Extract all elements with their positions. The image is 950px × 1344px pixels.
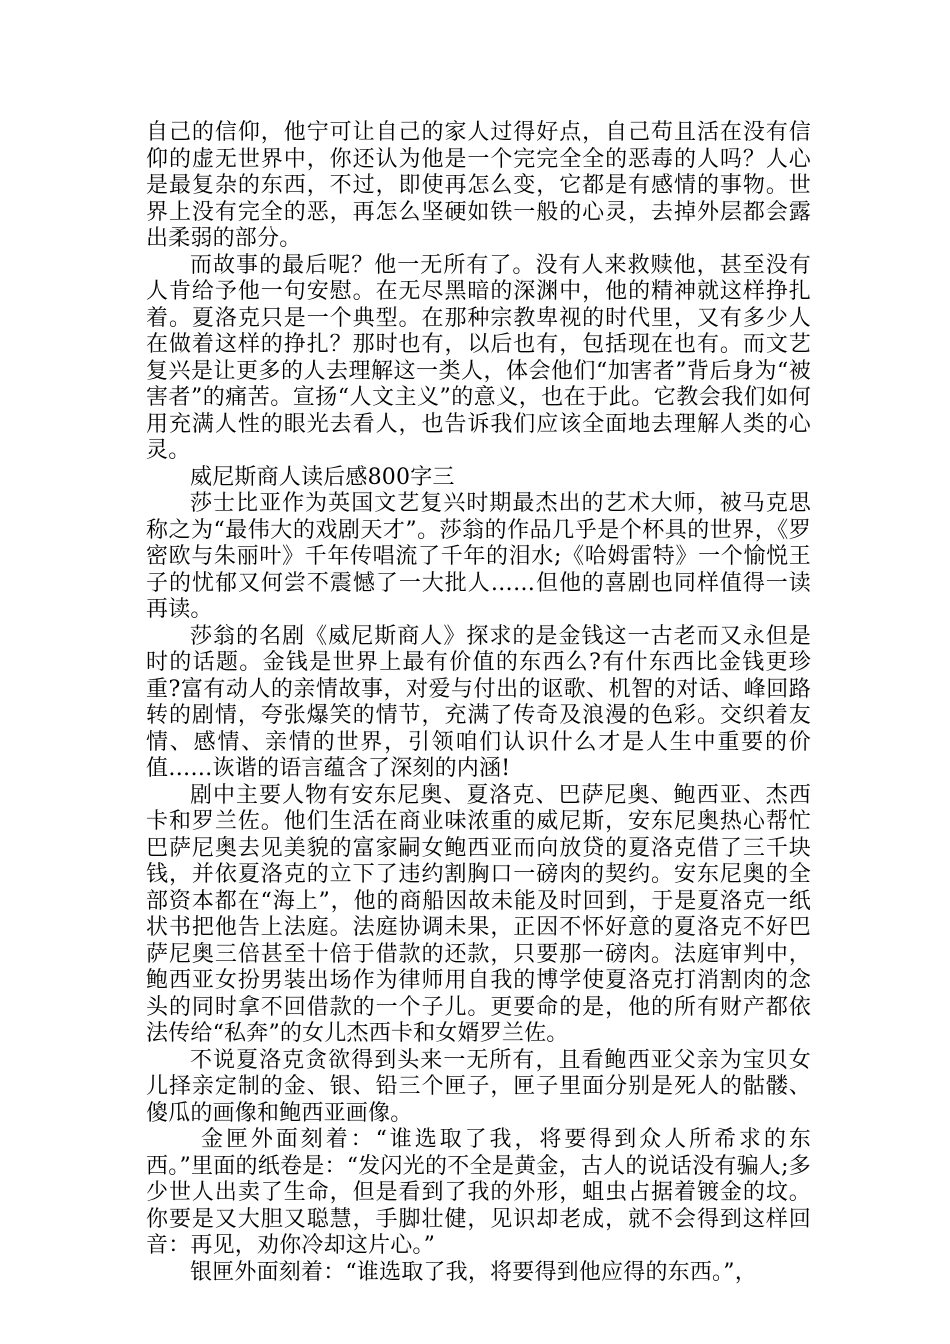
section-heading: 威尼斯商人读后感800字三: [190, 464, 455, 490]
paragraph-gold-casket: 金匣外面刻着：“谁选取了我，将要得到众人所希求的东西。”里面的纸卷是：“发闪光的不全是黄金，古人的说话没有骗人;多少世人出卖了生命，但是看到了我的外形，蛆虫占据着镀金的坟。你要是又大胆又聪慧，手脚壮健，见识却老成，就不会得到这样回音：再见，劝你冷却这片心。”: [146, 1127, 811, 1258]
paragraph-shakespeare-intro: 莎士比亚作为英国文艺复兴时期最杰出的艺术大师，被马克思称之为“最伟大的戏剧天才”。莎翁的作品几乎是个杯具的世界，《罗密欧与朱丽叶》千年传唱流了千年的泪水;《哈姆雷特》一个愉悦王子的忧郁又何尝不震憾了一大批人……但他的喜剧也同样值得一读再读。: [146, 491, 811, 622]
paragraph-three-caskets: 不说夏洛克贪欲得到头来一无所有，且看鲍西亚父亲为宝贝女儿择亲定制的金、银、铅三个匣子，匣子里面分别是死人的骷髅、傻瓜的画像和鲍西亚画像。: [146, 1047, 811, 1126]
paragraph-story-ending: 而故事的最后呢？他一无所有了。没有人来救赎他，甚至没有人肯给予他一句安慰。在无尽黑暗的深渊中，他的精神就这样挣扎着。夏洛克只是一个典型。在那种宗教卑视的时代里，又有多少人在做着这样的挣扎？那时也有，以后也有，包括现在也有。而文艺复兴是让更多的人去理解这一类人，体会他们“加害者”背后身为“被害者”的痛苦。宣扬“人文主义”的意义，也在于此。它教会我们如何用充满人性的眼光去看人，也告诉我们应该全面地去理解人类的心灵。: [146, 252, 811, 463]
document-body: [146, 120, 811, 1286]
paragraph-money-theme: 莎翁的名剧《威尼斯商人》探求的是金钱这一古老而又永但是时的话题。金钱是世界上最有价值的东西么?有什东西比金钱更珍重?富有动人的亲情故事，对爱与付出的讴歌、机智的对话、峰回路转的剧情，夸张爆笑的情节，充满了传奇及浪漫的色彩。交织着友情、感情、亲情的世界，引领咱们认识什么才是人生中重要的价值……诙谐的语言蕴含了深刻的内涵!: [146, 623, 811, 781]
paragraph-continuation: 自己的信仰，他宁可让自己的家人过得好点，自己苟且活在没有信仰的虚无世界中，你还认为他是一个完完全全的恶毒的人吗？人心是最复杂的东西，不过，即使再怎么变，它都是有感情的事物。世界上没有完全的恶，再怎么坚硬如铁一般的心灵，去掉外层都会露出柔弱的部分。: [146, 120, 811, 251]
paragraph-silver-casket: 银匣外面刻着：“谁选取了我，将要得到他应得的东西。”，: [190, 1259, 757, 1285]
paragraph-plot-summary: 剧中主要人物有安东尼奥、夏洛克、巴萨尼奥、鲍西亚、杰西卡和罗兰佐。他们生活在商业味浓重的威尼斯，安东尼奥热心帮忙巴萨尼奥去见美貌的富家嗣女鲍西亚而向放贷的夏洛克借了三千块钱，并依夏洛克的立下了违约割胸口一磅肉的契约。安东尼奥的全部资本都在“海上”，他的商船因故未能及时回到，于是夏洛克一纸状书把他告上法庭。法庭协调未果，正因不怀好意的夏洛克不好巴萨尼奥三倍甚至十倍于借款的还款，只要那一磅肉。法庭审判中，鲍西亚女扮男装出场作为律师用自我的博学使夏洛克打消割肉的念头的同时拿不回借款的一个子儿。更要命的是，他的所有财产都依法传给“私奔”的女儿杰西卡和女婿罗兰佐。: [146, 782, 811, 1046]
